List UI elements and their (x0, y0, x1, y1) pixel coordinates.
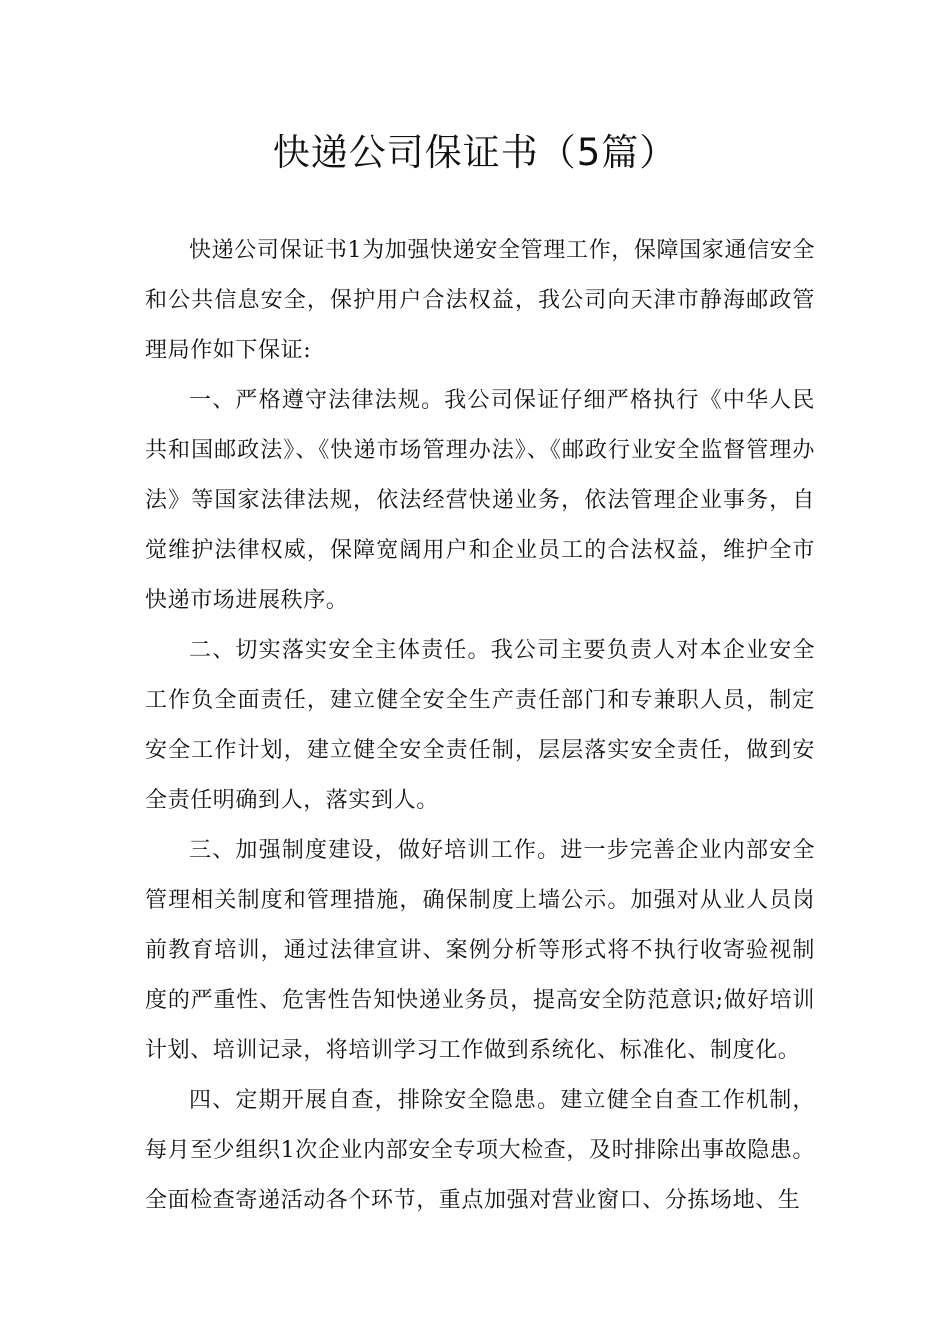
paragraph-inspection: 四、定期开展自查，排除安全隐患。建立健全自查工作机制，每月至少组织1次企业内部安全专项大检查，及时排除出事故隐患。全面检查寄递活动各个环节，重点加强对营业窗口、分拣场地、生 (145, 1088, 815, 1213)
paragraph-laws: 一、严格遵守法律法规。我公司保证仔细严格执行《中华人民共和国邮政法》、《快递市场管理办法》、《邮政行业安全监督管理办法》等国家法律法规，依法经营快递业务，依法管理企业事务，自觉维护法律权威，保障宽阔用户和企业员工的合法权益，维护全市快递市场进展秩序。 (145, 388, 815, 613)
paragraph-training: 三、加强制度建设，做好培训工作。进一步完善企业内部安全管理相关制度和管理措施，确保制度上墙公示。加强对从业人员岗前教育培训，通过法律宣讲、案例分析等形式将不执行收寄验视制度的严重性、危害性告知快递业务员，提高安全防范意识;做好培训计划、培训记录，将培训学习工作做到系统化、标准化、制度化。 (145, 838, 815, 1063)
paragraph-intro: 快递公司保证书1为加强快递安全管理工作，保障国家通信安全和公共信息安全，保护用户合法权益，我公司向天津市静海邮政管理局作如下保证: (145, 238, 815, 363)
document-body (145, 226, 815, 1226)
paragraph-responsibility: 二、切实落实安全主体责任。我公司主要负责人对本企业安全工作负全面责任，建立健全安全生产责任部门和专兼职人员，制定安全工作计划，建立健全安全责任制，层层落实安全责任，做到安全责任明确到人，落实到人。 (145, 638, 815, 813)
document-title: 快递公司保证书（5篇） (272, 131, 678, 174)
